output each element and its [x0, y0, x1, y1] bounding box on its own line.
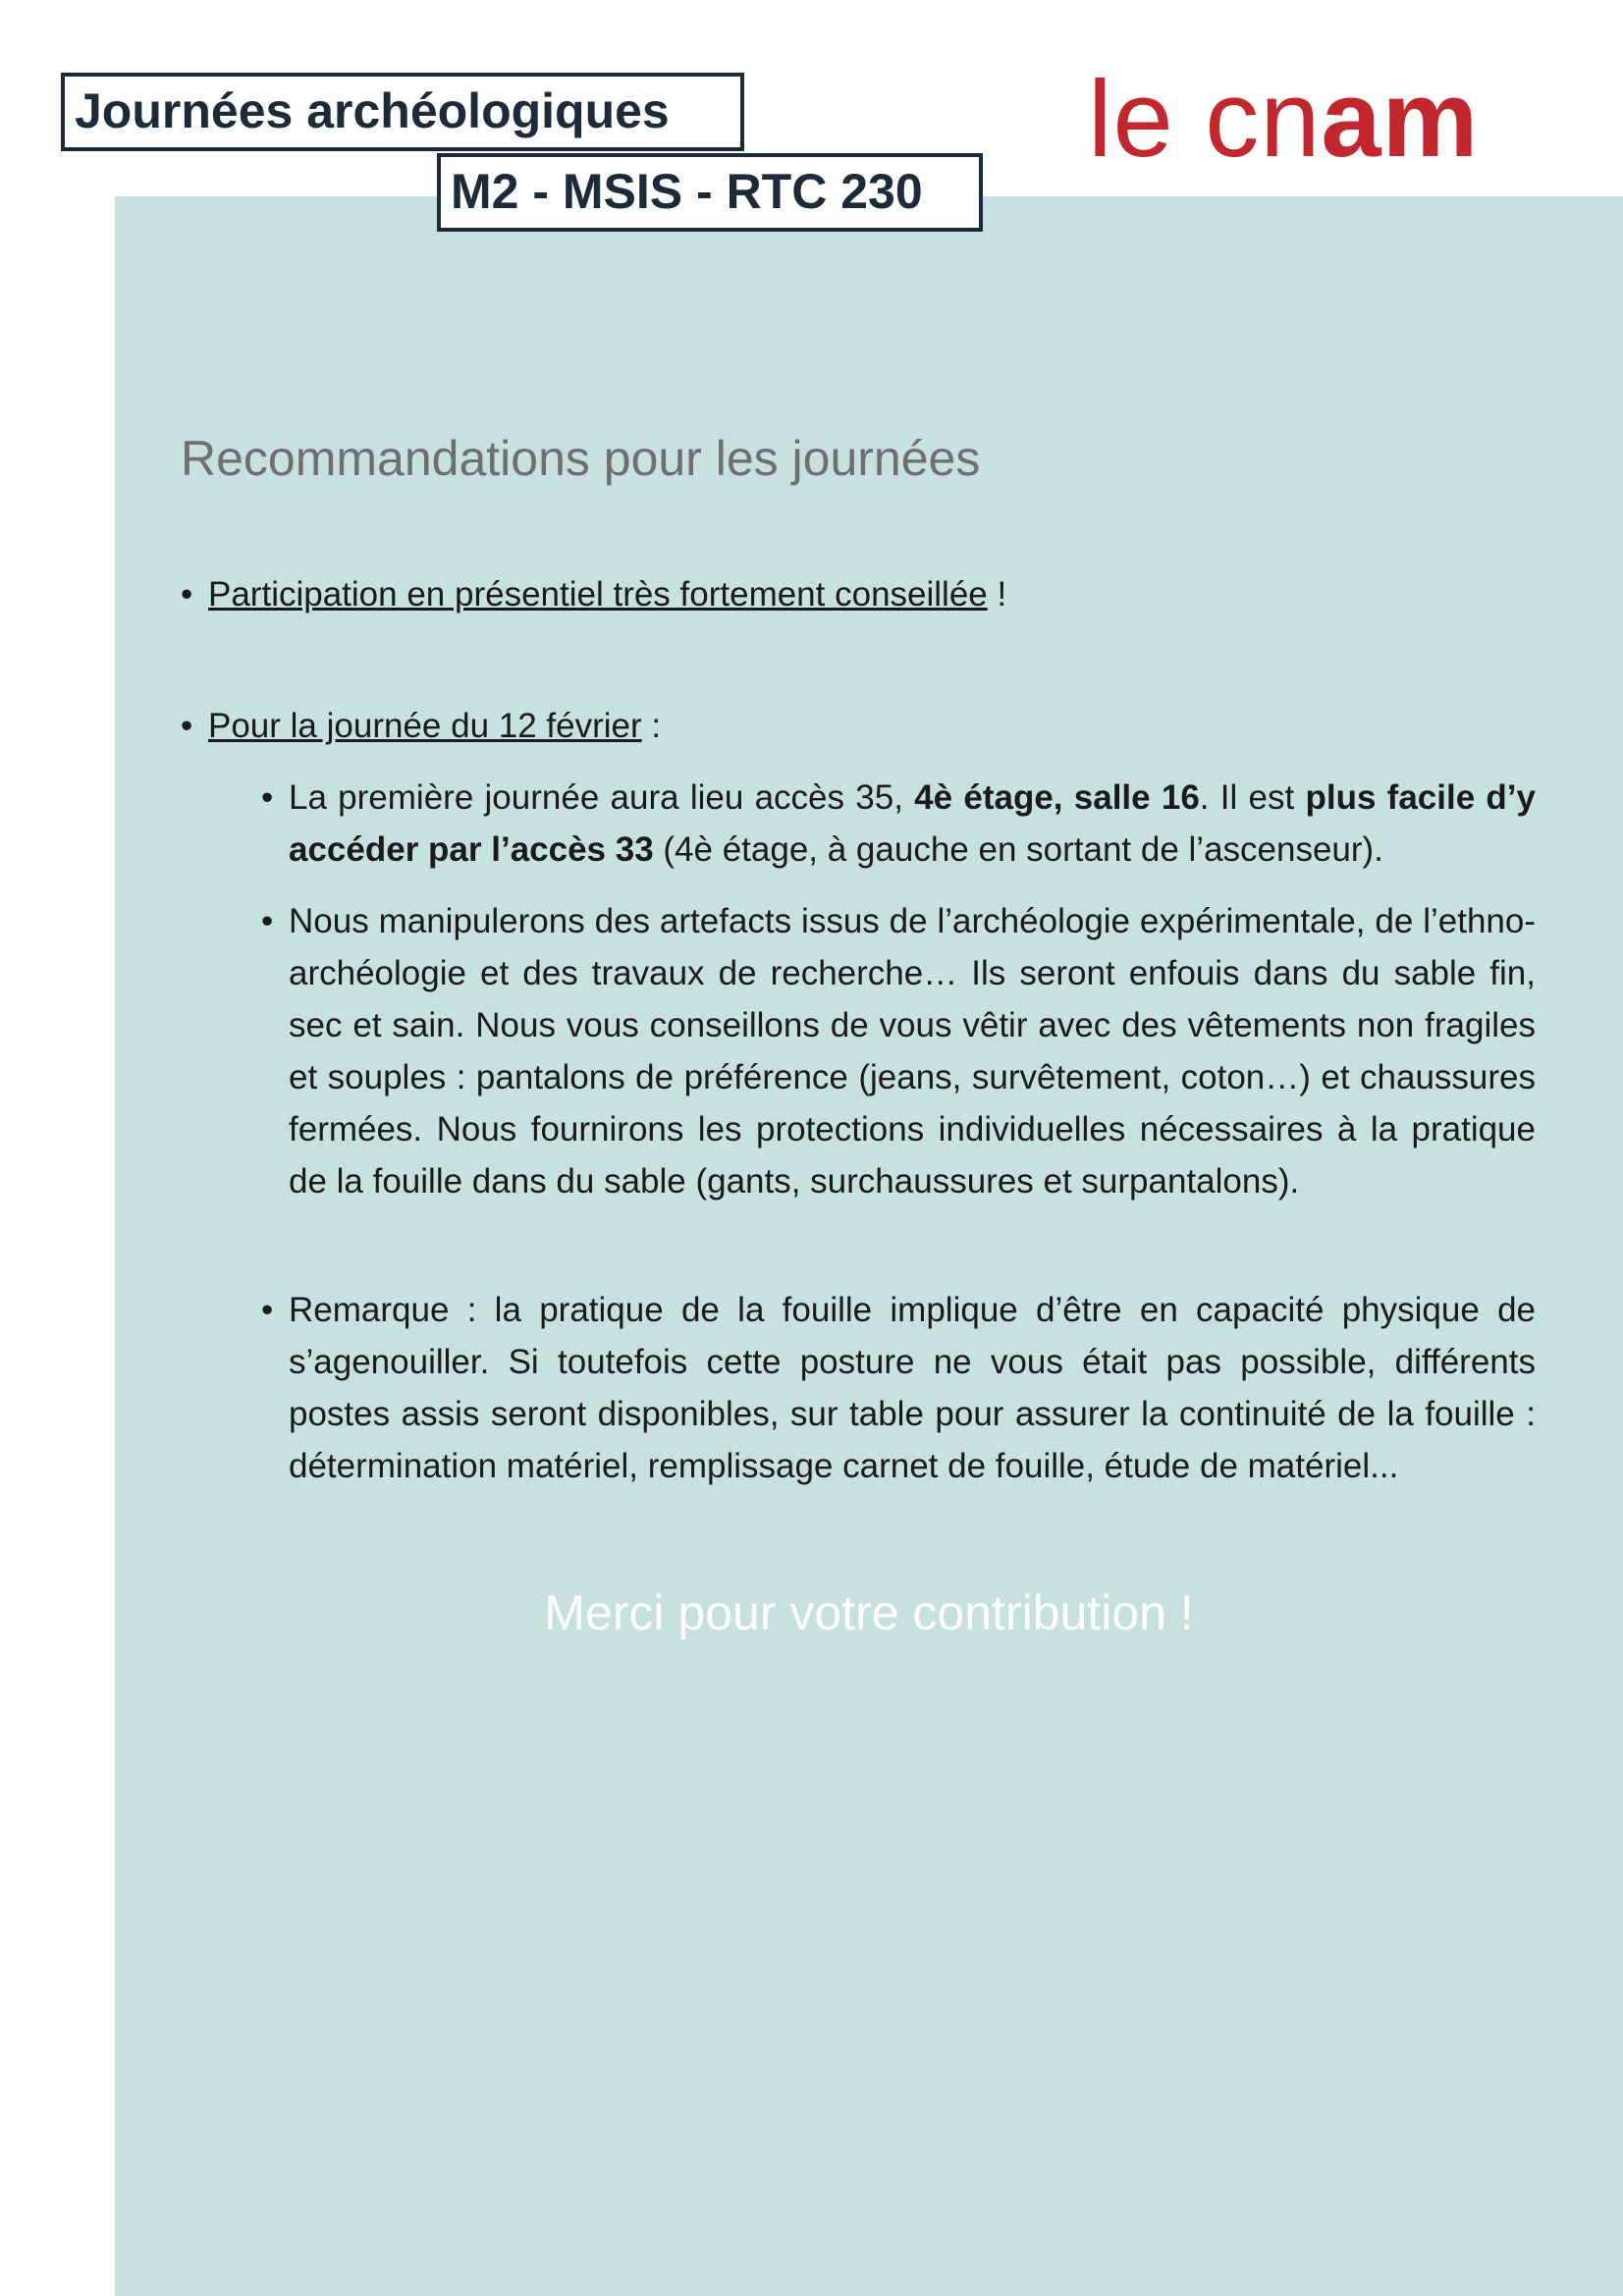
cnam-logo	[1088, 61, 1479, 179]
section-heading: Recommandations pour les journées	[181, 431, 981, 486]
location-part-3: (4è étage, à gauche en sortant de l’ascenseur).	[653, 830, 1383, 869]
participation-tail: !	[987, 575, 1007, 614]
location-text	[289, 772, 1536, 876]
logo-part-cn: cn	[1205, 59, 1322, 180]
bullet-icon: •	[181, 707, 193, 745]
location-room: 4è étage, salle 16	[914, 778, 1200, 817]
content-panel	[115, 196, 1623, 2296]
sub-item-remarque	[261, 1284, 1536, 1492]
thanks-message: Merci pour votre contribution !	[544, 1585, 1194, 1640]
bullet-icon: •	[181, 575, 193, 614]
bullet-icon: •	[261, 902, 274, 940]
journee-date-tail: :	[641, 707, 662, 745]
bullet-icon: •	[261, 1291, 274, 1329]
remarque-text: Remarque : la pratique de la fouille implique d’être en capacité physique de s’agenouiller. Si toutefois cette posture ne vous était pas possible, différents postes assis seront disponibles, sur table pour assurer la continuité de la fouille : détermination matériel, remplissage carnet de fouille, étude de matériel...	[289, 1291, 1536, 1485]
journee-date-text: Pour la journée du 12 février	[208, 707, 642, 745]
bullet-icon: •	[261, 778, 274, 817]
location-part-1: La première journée aura lieu accès 35,	[289, 778, 915, 817]
participation-text: Participation en présentiel très fortement conseillée	[208, 575, 988, 614]
list-item-participation	[181, 575, 1006, 614]
list-item-journee-date	[181, 707, 661, 746]
title-line1-text: Journées archéologiques	[75, 83, 670, 138]
title-course-code	[437, 153, 983, 232]
logo-part-le: le	[1088, 59, 1206, 180]
location-access: plus facile d’y accéder par l’accès 33	[289, 778, 1536, 869]
title-journees	[61, 73, 744, 151]
logo-part-am: am	[1321, 59, 1480, 180]
sub-item-artefacts	[261, 895, 1536, 1207]
sub-item-location	[261, 772, 1536, 876]
location-part-2: . Il est	[1199, 778, 1306, 817]
title-line2-text: M2 - MSIS - RTC 230	[451, 164, 923, 219]
artefacts-text: Nous manipulerons des artefacts issus de l’archéologie expérimentale, de l’ethno-archéologie et des travaux de recherche… Ils seront enfouis dans du sable fin, sec et sain. Nous vous conseillons de vous vêtir avec des vêtements non fragiles et souples : pantalons de préférence (jeans, survêtement, coton…) et chaussures fermées. Nous fournirons les protections individuelles nécessaires à la pratique de la fouille dans du sable (gants, surchaussures et surpantalons).	[289, 902, 1536, 1201]
